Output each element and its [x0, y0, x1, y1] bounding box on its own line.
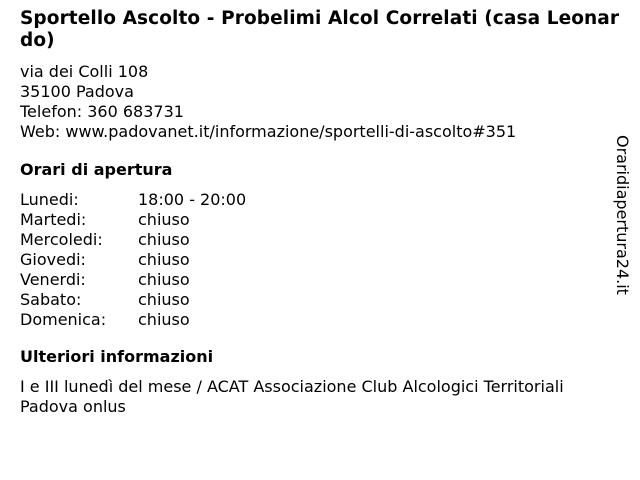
- day-label: Venerdi:: [20, 270, 86, 289]
- hours-row: [20, 190, 620, 210]
- hours-row: [20, 270, 620, 290]
- site-watermark: Oraridiapertura24.it: [613, 135, 632, 295]
- listing-page: [20, 8, 620, 417]
- day-label: Sabato:: [20, 290, 82, 309]
- time-value: chiuso: [138, 250, 190, 269]
- time-value: chiuso: [138, 230, 190, 249]
- additional-info-heading: Ulteriori informazioni: [20, 347, 214, 366]
- page-title: Sportello Ascolto - Probelimi Alcol Correlati (casa Leonardo): [20, 8, 620, 51]
- opening-hours-table: [20, 190, 620, 330]
- day-label: Lunedi:: [20, 190, 79, 209]
- opening-hours-heading: Orari di apertura: [20, 160, 173, 179]
- hours-row: [20, 290, 620, 310]
- hours-row: [20, 230, 620, 250]
- day-label: Martedi:: [20, 210, 87, 229]
- city: 35100 Padova: [20, 82, 134, 101]
- time-value: chiuso: [138, 310, 190, 329]
- day-label: Mercoledi:: [20, 230, 103, 249]
- time-value: chiuso: [138, 270, 190, 289]
- additional-info-text: I e III lunedì del mese / ACAT Associazione Club Alcologici Territoriali Padova onlus: [20, 377, 564, 416]
- time-value: chiuso: [138, 210, 190, 229]
- day-label: Domenica:: [20, 310, 107, 329]
- website-link[interactable]: Web: www.padovanet.it/informazione/sportelli-di-ascolto#351: [20, 122, 517, 141]
- day-label: Giovedi:: [20, 250, 86, 269]
- hours-row: [20, 250, 620, 270]
- hours-row: [20, 310, 620, 330]
- street-address: via dei Colli 108: [20, 62, 149, 81]
- hours-row: [20, 210, 620, 230]
- time-value: 18:00 - 20:00: [138, 190, 247, 209]
- phone-number[interactable]: Telefon: 360 683731: [20, 102, 184, 121]
- time-value: chiuso: [138, 290, 190, 309]
- address-block: [20, 62, 620, 142]
